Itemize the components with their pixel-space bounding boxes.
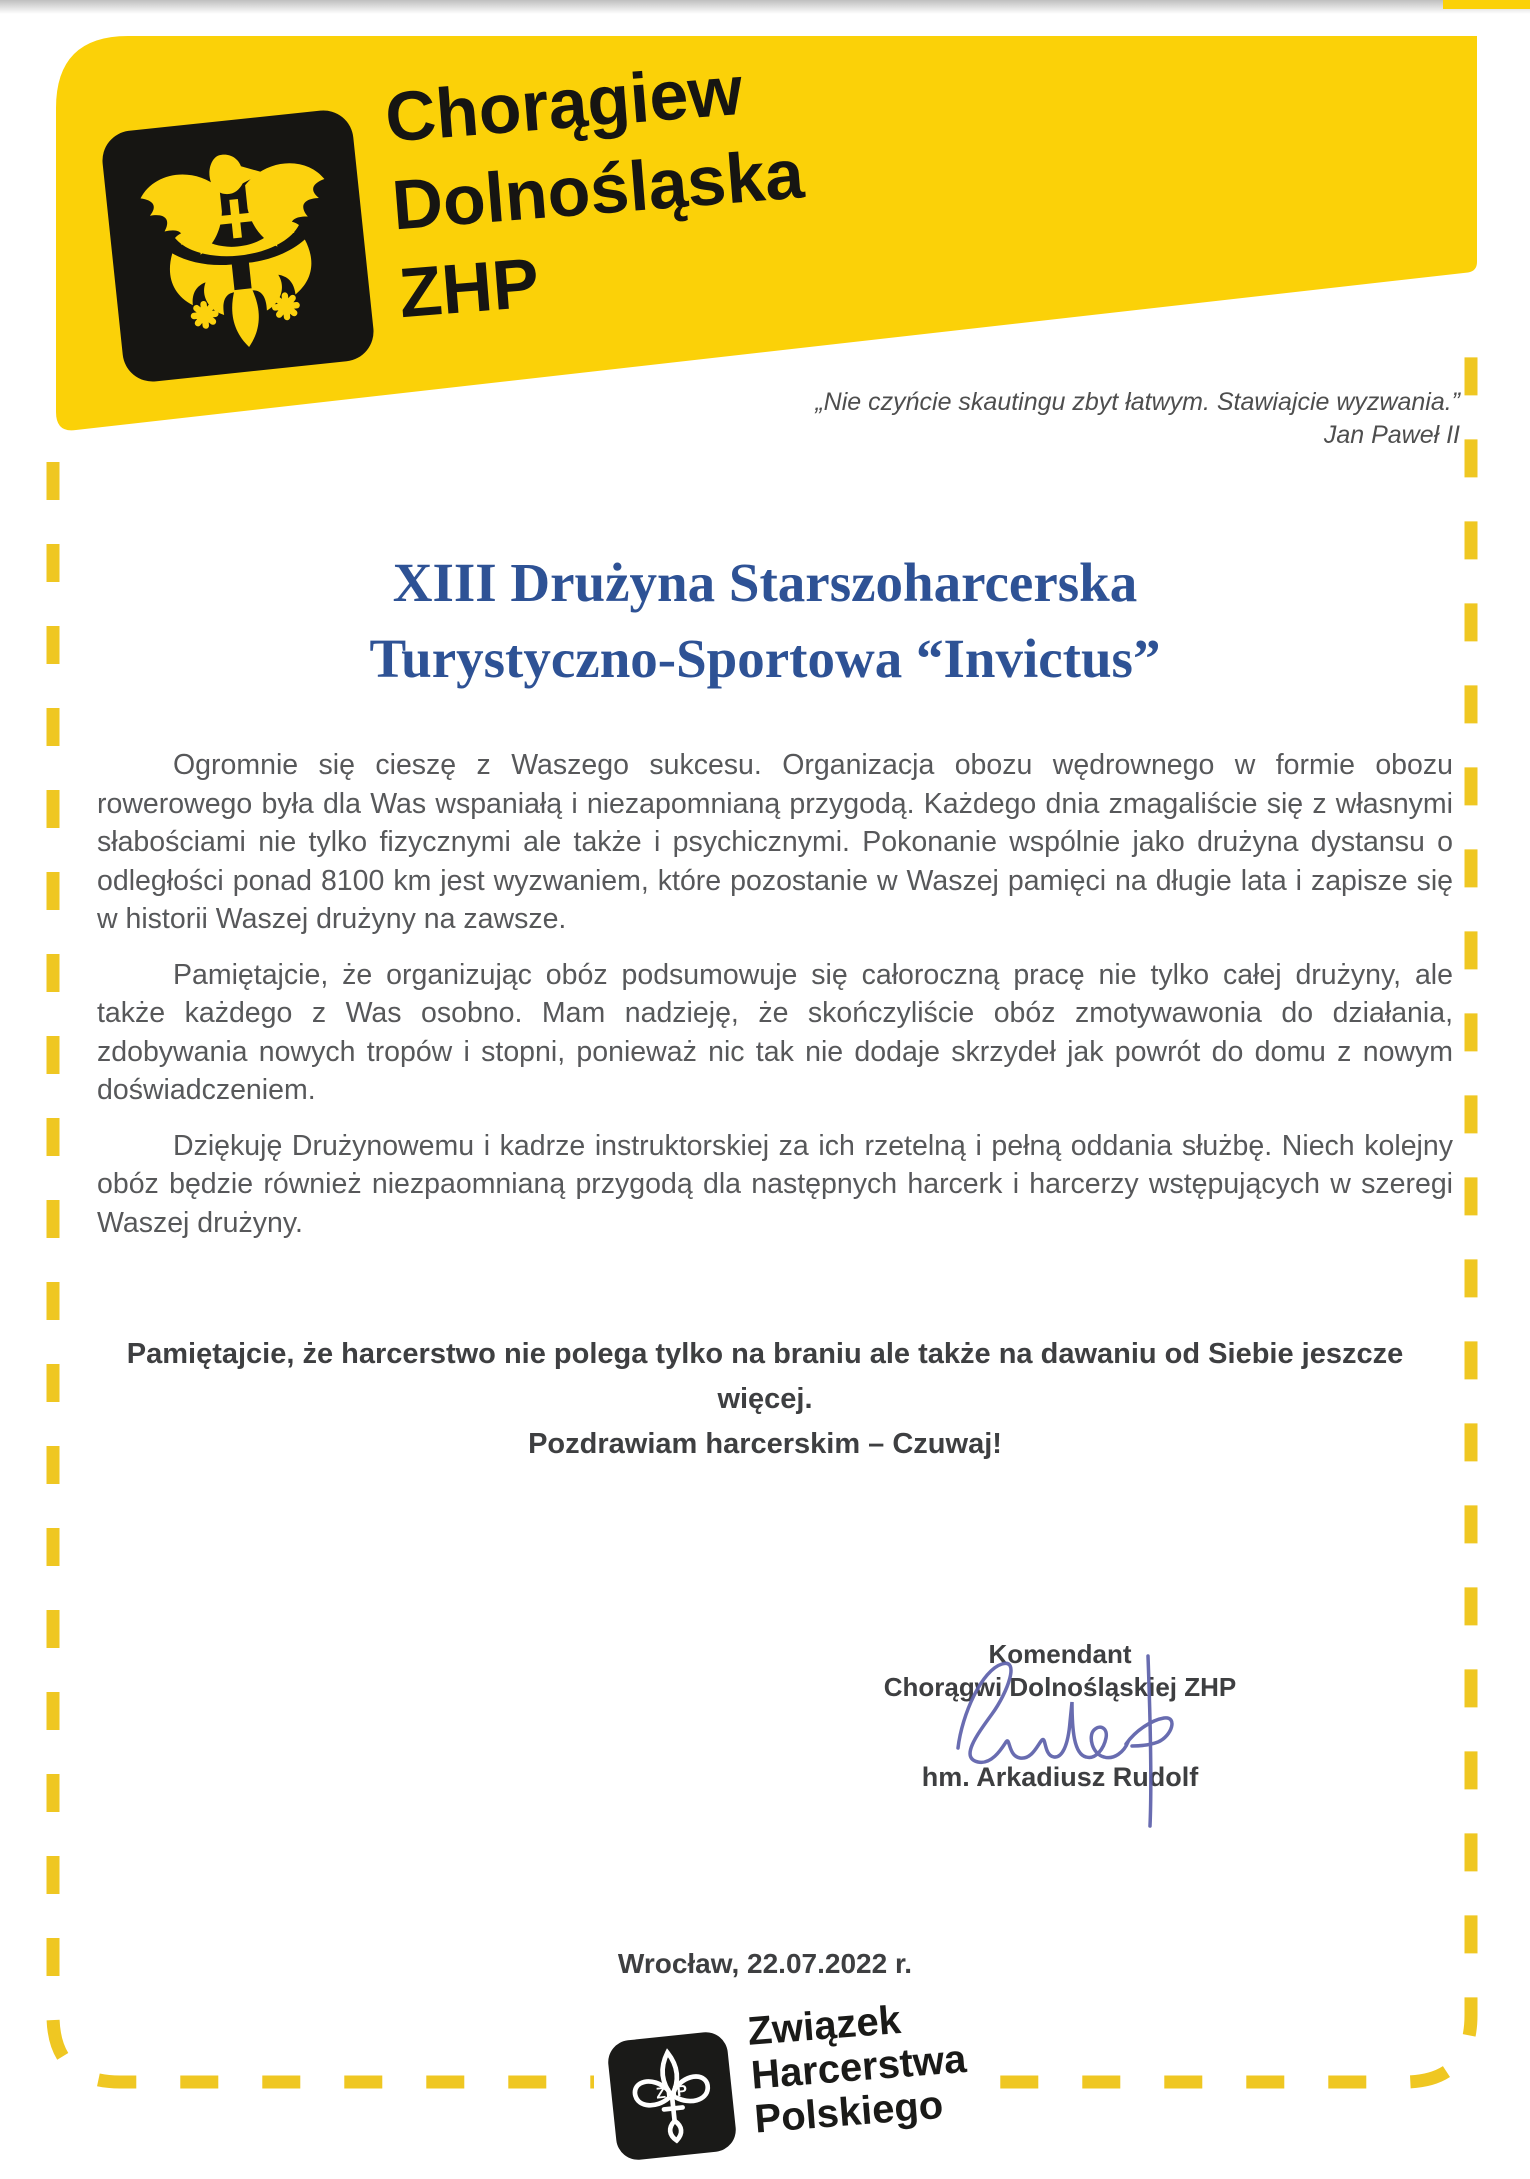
paragraph-3: Dziękuję Drużynowemu i kadrze instruktorskiej za ich rzetelną i pełną oddania służbę. Niech kolejny obóz będzie również niezpaomnianą przygodą dla następnych harcerk i harcerzy wstępujących w szeregi Waszej drużyny.	[97, 1129, 1453, 1239]
zhp-lily-icon	[615, 2039, 729, 2153]
closing-emphasis: Pamiętajcie, że harcerstwo nie polega tylko na braniu ale także na dawaniu od Siebie jeszcze więcej.	[126, 1338, 1404, 1415]
footer-org-line1: Związek	[746, 1997, 903, 2054]
closing-salutation: Pozdrawiam harcerskim – Czuwaj!	[528, 1428, 1002, 1460]
silesian-eagle-icon	[120, 128, 356, 364]
paragraph-2: Pamiętajcie, że organizując obóz podsumowuje się całoroczną pracę nie tylko całej drużyny, ale także każdego z Was osobno. Mam nadzieję, że skończyliście obóz zmotywawonia do działania, zdobywania nowych tropów i stopni, ponieważ nic tak nie dodaje skrzydeł jak powrót do domu z nowym doświadczeniem.	[97, 958, 1453, 1106]
zhp-monogram: ZHP	[655, 2082, 689, 2103]
footer-org-line3: Polskiego	[752, 2082, 945, 2142]
header-org-name	[382, 42, 814, 338]
signature-role-line2: Chorągwi Dolnośląskiej ZHP	[883, 1672, 1237, 1702]
header-org-line3: ZHP	[396, 243, 542, 333]
quote-text: „Nie czyńcie skautingu zbyt łatwym. Stawiajcie wyzwania.”	[815, 388, 1460, 416]
document-title	[0, 545, 1530, 697]
footer-org-name	[746, 1993, 971, 2142]
paragraph-1: Ogromnie się cieszę z Waszego sukcesu. Organizacja obozu wędrownego w formie obozu rowerowego była dla Was wspaniałą i niezapomnianą przygodą. Każdego dnia zmagaliście się z własnymi słabościami nie tylko fizycznymi ale także i psychicznymi. Pokonanie wspólnie jako drużyna dystansu o odległości ponad 8100 km jest wyzwaniem, które pozostanie w Waszej pamięci na długie lata i zapisze się w historii Waszej drużyny na zawsze.	[97, 749, 1453, 935]
signature-name: hm. Arkadiusz Rudolf	[921, 1762, 1199, 1792]
letter-body	[97, 746, 1453, 1259]
quote-author: Jan Paweł II	[1323, 421, 1460, 449]
signature-role-line1: Komendant	[988, 1639, 1132, 1669]
header-org-line2: Dolnośląska	[389, 134, 807, 245]
motto-quote	[640, 386, 1460, 452]
document-title-line1: XIII Drużyna Starszoharcerska	[392, 552, 1138, 613]
zhp-logo-square	[606, 2030, 738, 2162]
footer-org-line2: Harcerstwa	[749, 2036, 968, 2098]
document-title-line2: Turystyczno-Sportowa “Invictus”	[369, 628, 1161, 689]
choragiew-logo-square	[100, 108, 377, 385]
handwritten-signature	[880, 1630, 1280, 1840]
header-org-line1: Chorągiew	[382, 50, 746, 157]
place-and-date: Wrocław, 22.07.2022 r.	[617, 1948, 913, 1979]
